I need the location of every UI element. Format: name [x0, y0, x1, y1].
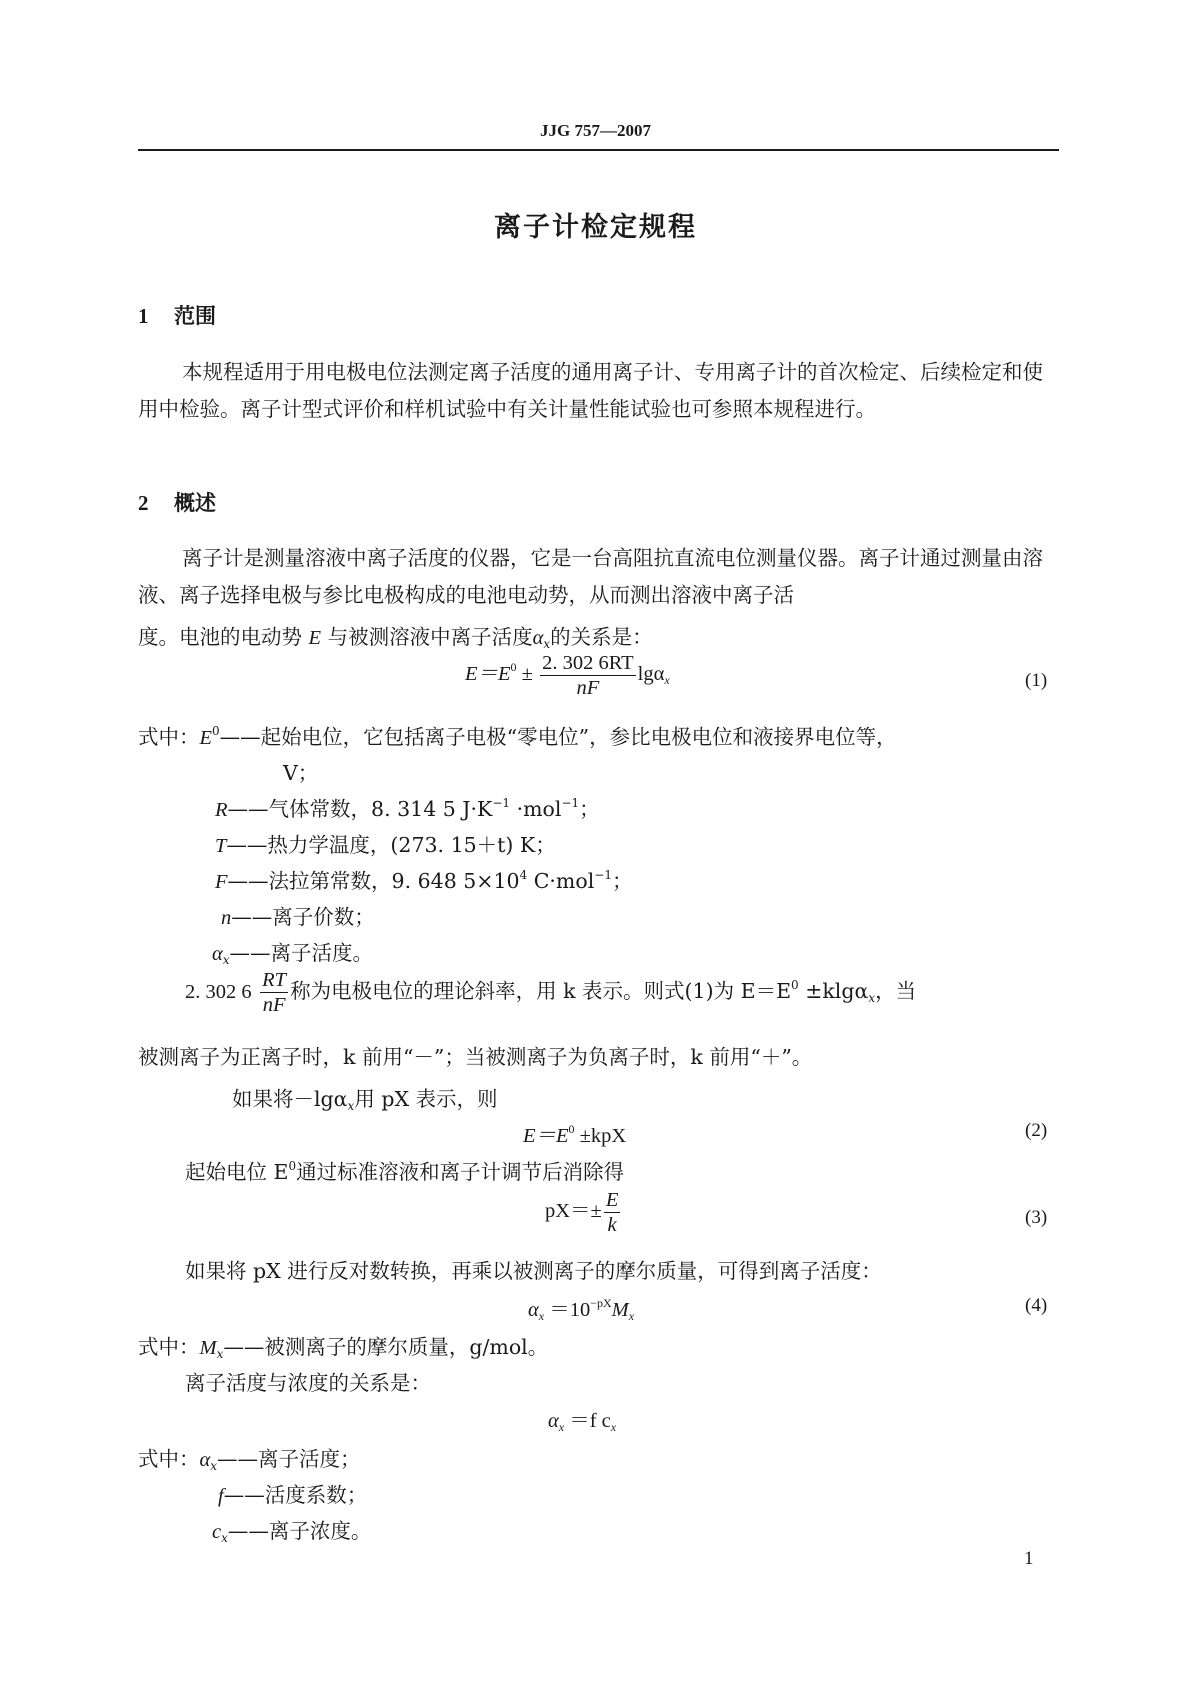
paragraph-line: 被测离子为正离子时，k 前用“－”；当被测离子为负离子时，k 前用“＋”。: [138, 1045, 813, 1069]
equation-number: (3): [1025, 1207, 1048, 1228]
section-1-heading: [138, 300, 216, 330]
definition-line: T——热力学温度，(273. 15＋t) K；: [215, 833, 556, 857]
equation-5: $\alpha_x =f$ $c_x$: [548, 1410, 617, 1434]
paragraph-line: 离子活度与浓度的关系是：: [185, 1371, 431, 1395]
slope-line: 2. 302 6 $\frac{RT}{nF}$ 称为电极电位的理论斜率，用 k 表示。则式(1)为 $E=E^0 \pm klg\alpha_x$，当: [185, 969, 917, 1016]
definition-line: $\alpha_x——$离子活度。: [212, 941, 374, 967]
document-code: JJG 757—2007: [540, 121, 651, 140]
section-title: 范围: [174, 304, 216, 328]
page-title: 离子计检定规程: [494, 212, 697, 243]
section-title: 概述: [174, 491, 216, 515]
section-2-heading: [138, 487, 216, 517]
definition-line: $c_x——$离子浓度。: [212, 1519, 372, 1545]
definition-line: 式中：$E^0——$起始电位，它包括离子电极“零电位”，参比电极电位和液接界电位等，: [138, 724, 897, 749]
equation-number: (4): [1025, 1295, 1048, 1316]
definition-line: V；: [283, 761, 319, 785]
paragraph-line: 如果将－lgα$_x$用 pX 表示，则: [232, 1087, 498, 1113]
section-number: 1: [138, 304, 149, 328]
equation-number: (2): [1025, 1120, 1048, 1141]
fraction: $\frac{RT}{nF}$: [262, 969, 287, 1016]
definition-line: 式中：$\alpha_x——$离子活度；: [138, 1447, 361, 1473]
equation-3: pX＝± $\frac{E}{k}$: [545, 1189, 619, 1236]
section-1-paragraph: 本规程适用于用电极电位法测定离子活度的通用离子计、专用离子计的首次检定、后续检定和使用中检验。离子计型式评价和样机试验中有关计量性能试验也可参照本规程进行。: [138, 360, 1043, 421]
paragraph-line: 度。电池的电动势 E 与被测溶液中离子活度$\alpha_x$的关系是：: [138, 625, 653, 651]
header-rule: [138, 149, 1059, 151]
definition-line: f——活度系数；: [218, 1483, 368, 1507]
definition-line: R——气体常数，8. 314 5 $J\cdot K^{-1} \cdot mol^{-1}$；: [215, 796, 600, 821]
page-number: 1: [1024, 1548, 1034, 1569]
equation-1: $E=E^0$ ± $\frac{2. 302 6RT}{nF}$ lgα$_x$: [465, 652, 670, 699]
section-number: 2: [138, 491, 149, 515]
paragraph-line: 起始电位 $E^0$通过标准溶液和离子计调节后消除得: [185, 1159, 625, 1184]
definition-line: n——离子价数；: [221, 905, 375, 929]
fraction: $\frac{2. 302 6RT}{nF}$: [542, 652, 634, 699]
definition-line: F——法拉第常数，9. 648 $5\times 10^4$ C·mol$^{-1}$；: [215, 868, 633, 893]
fraction: $\frac{E}{k}$: [605, 1189, 619, 1236]
equation-2: $E=E^0 \pm kpX$: [523, 1122, 627, 1147]
section-2-paragraph: 离子计是测量溶液中离子活度的仪器，它是一台高阻抗直流电位测量仪器。离子计通过测量由溶液、离子选择电极与参比电极构成的电池电动势，从而测出溶液中离子活: [138, 546, 1043, 607]
equation-number: (1): [1025, 670, 1048, 691]
definition-line: 式中：$M_x——$被测离子的摩尔质量，g/mol。: [138, 1335, 549, 1361]
equation-4: $\alpha_x =10^{-pX}M_x$: [528, 1296, 635, 1323]
paragraph-line: 如果将 pX 进行反对数转换，再乘以被测离子的摩尔质量，可得到离子活度：: [185, 1259, 882, 1283]
